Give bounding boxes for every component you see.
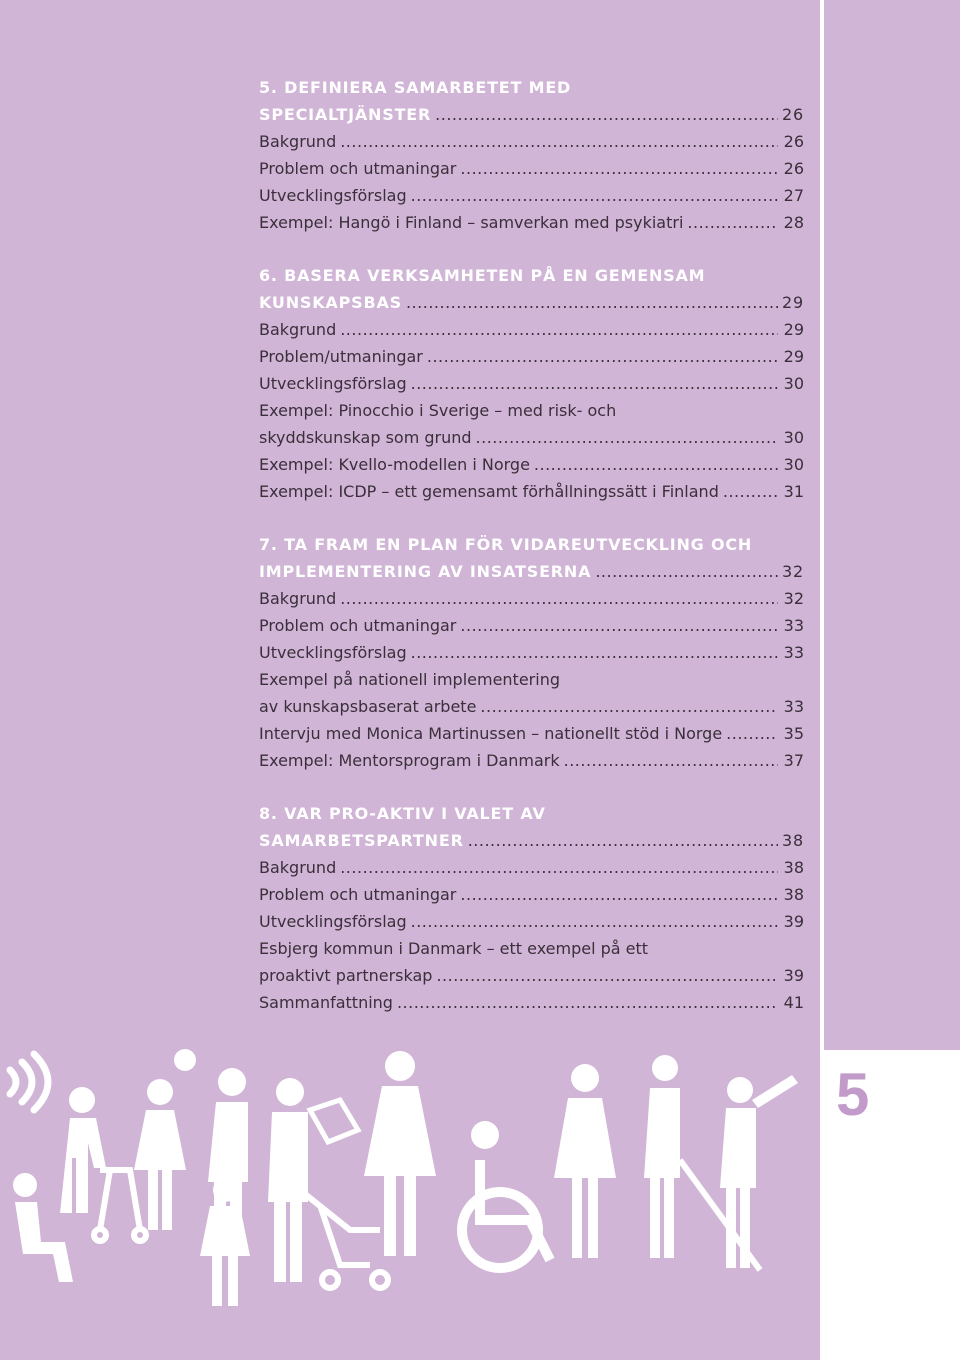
dot-leader (460, 612, 778, 639)
toc-entry[interactable] (259, 424, 804, 451)
toc-section-heading[interactable] (259, 289, 804, 316)
toc-entry-text: Intervju med Monica Martinussen – nationellt stöd i Norge (259, 724, 723, 743)
toc-page-number: 35 (783, 724, 804, 743)
person-with-cane-icon (644, 1055, 680, 1258)
toc-section (259, 74, 804, 236)
toc-entry-text: Bakgrund (259, 320, 337, 339)
toc-entry-text: Bakgrund (259, 132, 337, 151)
toc-entry[interactable] (259, 343, 804, 370)
toc-entry-text: Bakgrund (259, 589, 337, 608)
dot-leader (340, 854, 778, 881)
toc-page-number: 38 (783, 885, 804, 904)
toc-entry-text: Exempel: Mentorsprogram i Danmark (259, 751, 560, 770)
toc-section (259, 531, 804, 774)
toc-page-number: 32 (783, 589, 804, 608)
toc-entry-text: proaktivt partnerskap (259, 966, 433, 985)
toc-heading-text: IMPLEMENTERING AV INSATSERNA (259, 562, 592, 581)
toc-entry[interactable] (259, 585, 804, 612)
toc-page-number: 26 (783, 159, 804, 178)
person-reading-icon (268, 1078, 308, 1282)
toc-entry-text: skyddskunskap som grund (259, 428, 472, 447)
toc-page-number: 29 (782, 293, 804, 312)
toc-page-number: 26 (782, 105, 804, 124)
walker-icon (94, 1170, 146, 1241)
toc-page-number: 30 (783, 374, 804, 393)
toc-entry-text: av kunskapsbaserat arbete (259, 697, 477, 716)
toc-entry[interactable] (259, 962, 804, 989)
toc-entry[interactable] (259, 128, 804, 155)
toc-entry[interactable] (259, 209, 804, 236)
wheelchair-icon (462, 1160, 550, 1268)
toc-page-number: 32 (782, 562, 804, 581)
book-icon (310, 1100, 358, 1142)
toc-page-number: 28 (783, 213, 804, 232)
toc-page-number: 31 (783, 482, 804, 501)
woman-icon (364, 1051, 436, 1256)
dot-leader (397, 989, 778, 1016)
dot-leader (595, 558, 778, 585)
toc-page-number: 27 (783, 186, 804, 205)
toc-entry[interactable] (259, 935, 804, 962)
toc-entry-text: Problem och utmaningar (259, 616, 457, 635)
toc-entry-text: Exempel: ICDP – ett gemensamt förhållningssätt i Finland (259, 482, 719, 501)
toc-page-number: 26 (783, 132, 804, 151)
toc-entry-text: Exempel: Hangö i Finland – samverkan med psykiatri (259, 213, 684, 232)
toc-section (259, 262, 804, 505)
toc-entry-text: Utvecklingsförslag (259, 643, 407, 662)
toc-heading-text: 7. TA FRAM EN PLAN FÖR VIDAREUTVECKLING OCH (259, 535, 753, 554)
toc-page-number: 33 (783, 697, 804, 716)
toc-entry[interactable] (259, 693, 804, 720)
toc-entry-text: Sammanfattning (259, 993, 393, 1012)
dot-leader (534, 451, 778, 478)
toc-entry[interactable] (259, 881, 804, 908)
toc-entry-text: Exempel: Kvello-modellen i Norge (259, 455, 530, 474)
toc-page-number: 38 (783, 858, 804, 877)
toc-page-number: 37 (783, 751, 804, 770)
toc-heading-text: 6. BASERA VERKSAMHETEN PÅ EN GEMENSAM (259, 266, 706, 285)
toc-entry[interactable] (259, 182, 804, 209)
people-pictograms (0, 1030, 820, 1360)
toc-entry-text: Exempel på nationell implementering (259, 670, 560, 689)
dot-leader (411, 908, 778, 935)
toc-entry[interactable] (259, 908, 804, 935)
toc-heading-text: KUNSKAPSBAS (259, 293, 402, 312)
dot-leader (480, 693, 778, 720)
dot-leader (564, 747, 778, 774)
dot-leader (460, 155, 778, 182)
dot-leader (411, 639, 778, 666)
stroller-icon (300, 1190, 388, 1288)
toc-entry[interactable] (259, 155, 804, 182)
dot-leader (687, 209, 778, 236)
dot-leader (436, 962, 778, 989)
dot-leader (427, 343, 778, 370)
toc-entry-text: Problem och utmaningar (259, 885, 457, 904)
dot-leader (460, 881, 778, 908)
toc-entry-text: Problem och utmaningar (259, 159, 457, 178)
toc-page-number: 30 (783, 455, 804, 474)
toc-page-number: 29 (783, 347, 804, 366)
toc-page-number: 38 (782, 831, 804, 850)
toc-page-number: 41 (783, 993, 804, 1012)
toc-entry[interactable] (259, 397, 804, 424)
toc-heading-text: 8. VAR PRO-AKTIV I VALET AV (259, 804, 546, 823)
dot-leader (435, 101, 778, 128)
sound-waves-icon (10, 1054, 48, 1110)
toc-entry[interactable] (259, 316, 804, 343)
toc-entry-text: Exempel: Pinocchio i Sverige – med risk- och (259, 401, 617, 420)
toc-heading-text: SAMARBETSPARTNER (259, 831, 464, 850)
toc-entry-text: Utvecklingsförslag (259, 374, 407, 393)
woman-icon (554, 1064, 616, 1258)
child-icon (200, 1178, 250, 1306)
toc-section-heading[interactable] (259, 827, 804, 854)
dot-leader (726, 720, 778, 747)
toc-section-heading[interactable] (259, 101, 804, 128)
toc-entry[interactable] (259, 989, 804, 1016)
toc-section (259, 800, 804, 1016)
person-with-walker-icon (60, 1087, 106, 1213)
toc-entry-text: Bakgrund (259, 858, 337, 877)
dot-leader (476, 424, 778, 451)
toc-entry[interactable] (259, 666, 804, 693)
toc-entry[interactable] (259, 451, 804, 478)
dot-leader (723, 478, 778, 505)
toc-page-number: 39 (783, 912, 804, 931)
table-of-contents (259, 74, 804, 1042)
page-number: 5 (836, 1061, 870, 1128)
toc-entry[interactable] (259, 612, 804, 639)
toc-heading-text: SPECIALTJÄNSTER (259, 105, 432, 124)
toc-entry-text: Problem/utmaningar (259, 347, 423, 366)
toc-section-heading[interactable] (259, 800, 804, 827)
dot-leader (411, 182, 778, 209)
toc-section-heading[interactable] (259, 531, 804, 558)
toc-entry[interactable] (259, 747, 804, 774)
toc-entry[interactable] (259, 854, 804, 881)
toc-entry[interactable] (259, 639, 804, 666)
person-drinking-icon (720, 1075, 798, 1268)
toc-heading-text: 5. DEFINIERA SAMARBETET MED (259, 78, 572, 97)
toc-page-number: 39 (783, 966, 804, 985)
toc-entry-text: Esbjerg kommun i Danmark – ett exempel på ett (259, 939, 649, 958)
toc-entry[interactable] (259, 370, 804, 397)
toc-page-number: 29 (783, 320, 804, 339)
wheelchair-user-head-icon (471, 1121, 499, 1149)
toc-section-heading[interactable] (259, 262, 804, 289)
toc-page-number: 33 (783, 643, 804, 662)
toc-section-heading[interactable] (259, 558, 804, 585)
toc-entry-text: Utvecklingsförslag (259, 912, 407, 931)
toc-entry[interactable] (259, 478, 804, 505)
dot-leader (406, 289, 778, 316)
dot-leader (340, 128, 778, 155)
dot-leader (468, 827, 778, 854)
dot-leader (411, 370, 778, 397)
toc-entry-text: Utvecklingsförslag (259, 186, 407, 205)
dot-leader (340, 585, 778, 612)
toc-page-number: 30 (783, 428, 804, 447)
toc-entry[interactable] (259, 720, 804, 747)
toc-section-heading[interactable] (259, 74, 804, 101)
toc-page-number: 33 (783, 616, 804, 635)
dot-leader (340, 316, 778, 343)
woman-icon (134, 1079, 186, 1230)
